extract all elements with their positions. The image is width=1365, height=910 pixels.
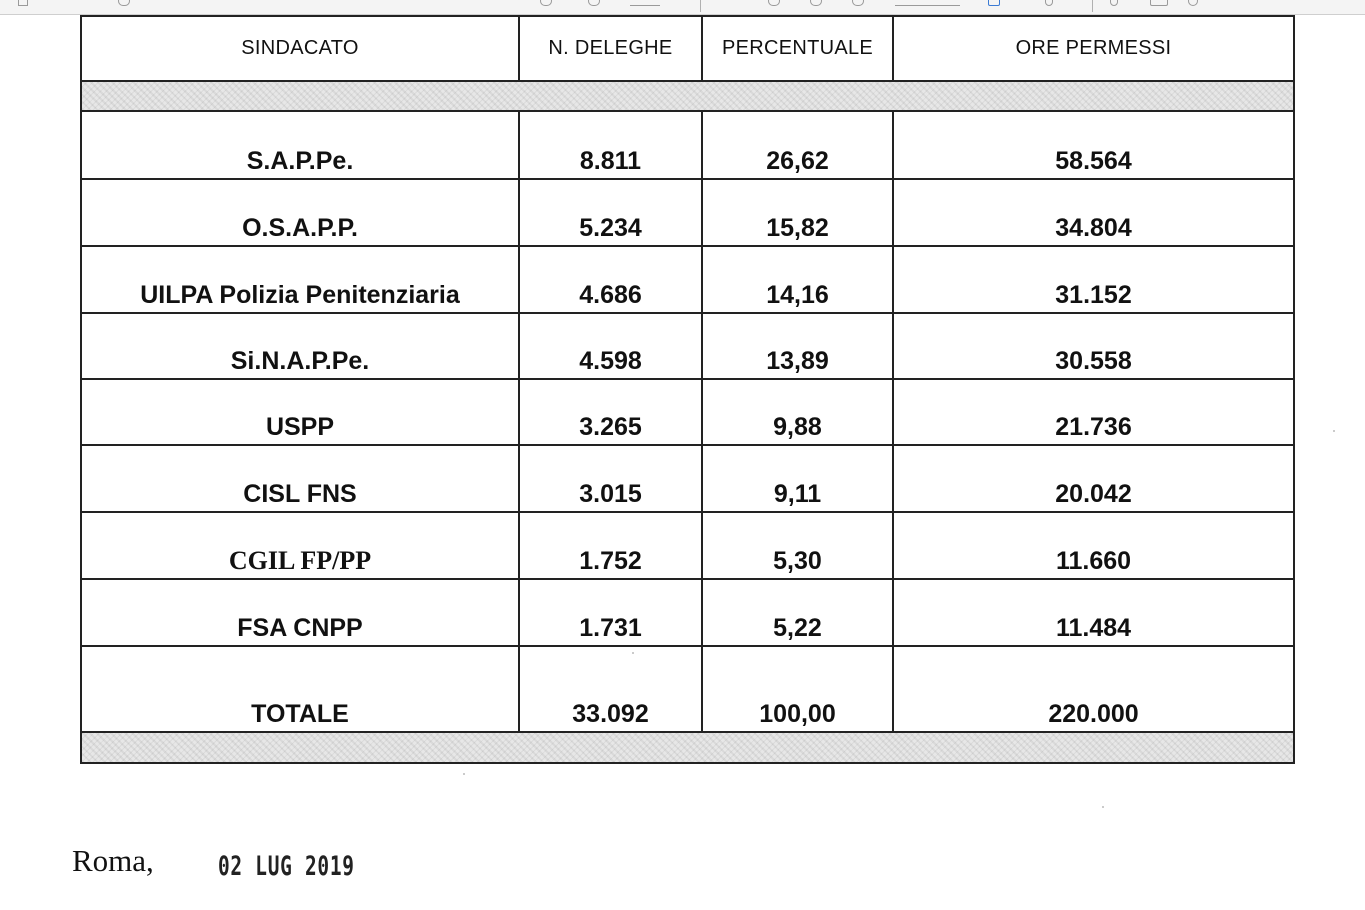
print-icon[interactable] (1110, 0, 1118, 6)
total-label: TOTALE (251, 700, 349, 728)
scan-speck (632, 652, 634, 654)
shaded-band-top (82, 82, 1293, 110)
scan-speck (1333, 430, 1335, 432)
cell-deleghe: 1.731 (579, 614, 642, 642)
total-ore: 220.000 (1048, 700, 1139, 728)
cell-sindacato: O.S.A.P.P. (242, 214, 358, 242)
cell-deleghe: 8.811 (579, 147, 642, 175)
scan-speck (463, 773, 465, 775)
stamp-date: 02 LUG 2019 (218, 851, 355, 882)
cell-sindacato: FSA CNPP (237, 614, 363, 642)
dropdown-icon[interactable] (1045, 0, 1053, 6)
search-icon[interactable] (118, 0, 130, 6)
row-divider (80, 80, 1295, 82)
share-icon[interactable] (1150, 0, 1168, 6)
cell-deleghe: 1.752 (579, 547, 642, 575)
cell-percentuale: 26,62 (766, 147, 829, 175)
menu-icon[interactable] (1188, 0, 1198, 6)
zoom-out-icon[interactable] (540, 0, 552, 6)
cell-percentuale: 9,88 (773, 413, 822, 441)
cell-percentuale: 13,89 (766, 347, 829, 375)
row-divider (80, 731, 1295, 733)
cell-ore: 58.564 (1055, 147, 1132, 175)
cell-deleghe: 4.686 (579, 281, 642, 309)
cell-ore: 34.804 (1055, 214, 1132, 242)
save-icon[interactable] (988, 0, 1000, 6)
rotate-icon[interactable] (810, 0, 822, 6)
cell-ore: 20.042 (1055, 480, 1132, 508)
cell-ore: 11.660 (1055, 547, 1132, 575)
cell-ore: 31.152 (1055, 281, 1132, 309)
toolbar-icon[interactable] (18, 0, 28, 6)
toolbar-divider (1092, 0, 1093, 12)
cell-sindacato: CISL FNS (243, 480, 357, 508)
cell-percentuale: 5,30 (773, 547, 822, 575)
cell-deleghe: 4.598 (579, 347, 642, 375)
pan-icon[interactable] (768, 0, 780, 6)
total-deleghe: 33.092 (572, 700, 649, 728)
page-field[interactable] (630, 1, 660, 6)
scan-speck (1102, 806, 1104, 808)
cell-ore: 21.736 (1055, 413, 1132, 441)
header-percentuale: PERCENTUALE (721, 37, 874, 59)
cell-sindacato: CGIL FP/PP (228, 546, 372, 575)
cell-deleghe: 3.015 (579, 480, 642, 508)
total-percentuale: 100,00 (759, 700, 836, 728)
cell-ore: 30.558 (1055, 347, 1132, 375)
zoom-in-icon[interactable] (588, 0, 600, 6)
cell-percentuale: 14,16 (766, 281, 829, 309)
cell-sindacato: UILPA Polizia Penitenziaria (140, 281, 460, 309)
cell-ore: 11.484 (1055, 614, 1132, 642)
cell-percentuale: 9,11 (773, 480, 822, 508)
cell-sindacato: USPP (265, 413, 335, 441)
cell-sindacato: S.A.P.Pe. (246, 147, 354, 175)
header-ore-permessi: ORE PERMESSI (1015, 37, 1172, 59)
viewer-toolbar (0, 0, 1365, 15)
header-sindacato: SINDACATO (241, 37, 359, 59)
toolbar-divider (700, 0, 701, 12)
shaded-band-bottom (82, 733, 1293, 762)
header-deleghe: N. DELEGHE (548, 37, 673, 59)
footer-city: Roma, (72, 843, 154, 878)
cell-percentuale: 5,22 (773, 614, 822, 642)
zoom-field[interactable] (895, 1, 960, 6)
cell-sindacato: Si.N.A.P.Pe. (230, 347, 370, 375)
cell-deleghe: 3.265 (579, 413, 642, 441)
cell-deleghe: 5.234 (579, 214, 642, 242)
cell-percentuale: 15,82 (766, 214, 829, 242)
fit-icon[interactable] (852, 0, 864, 6)
